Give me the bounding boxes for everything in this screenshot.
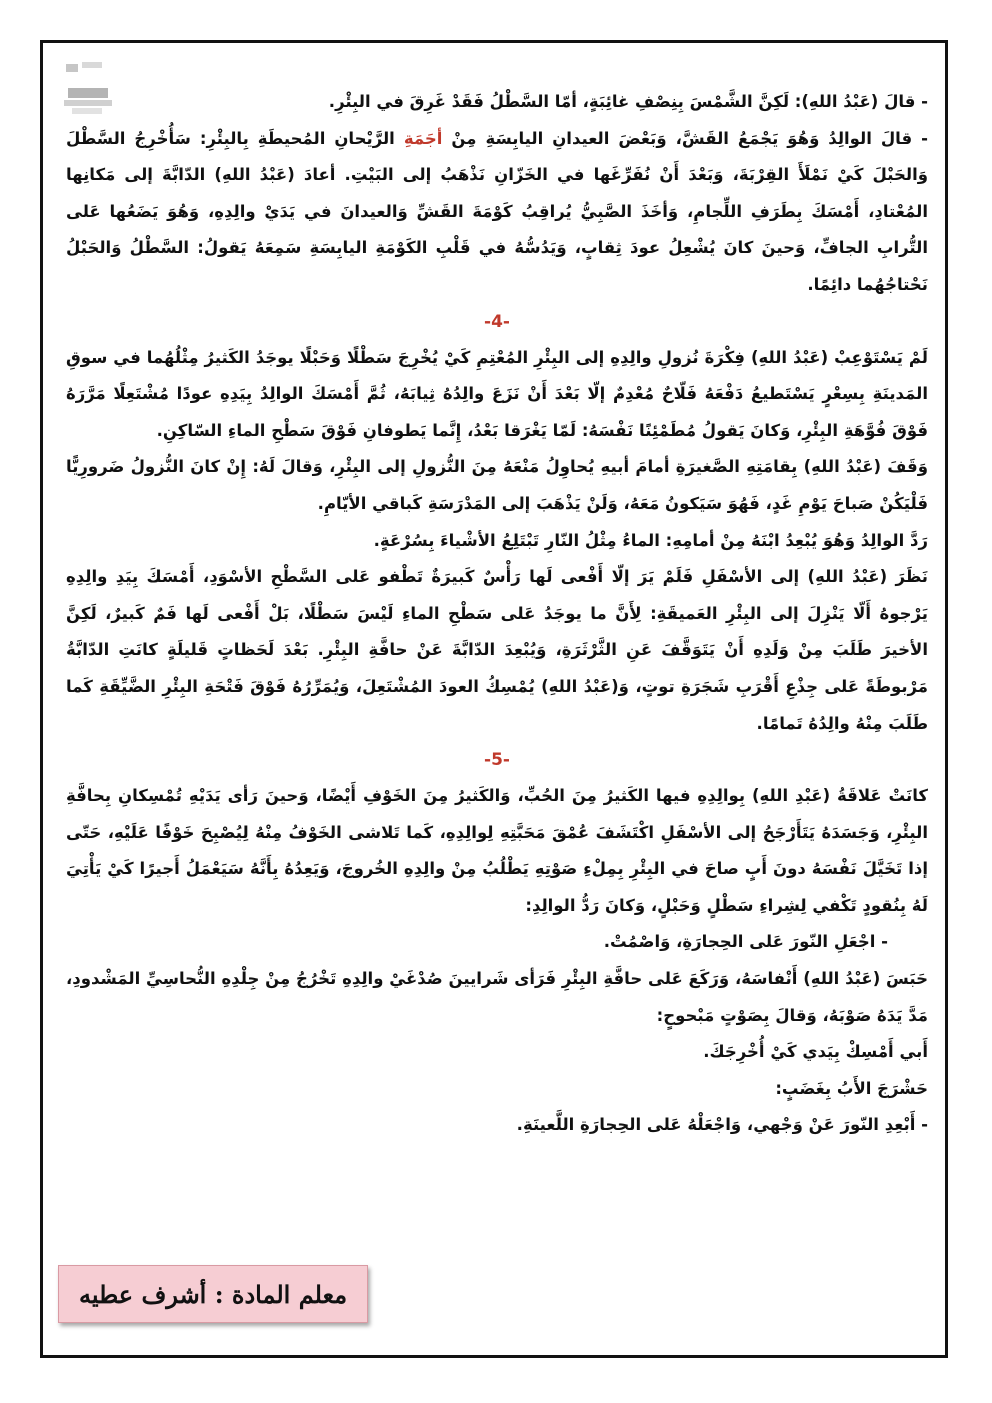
paragraph: - قالَ (عَبْدُ اللهِ): لَكِنَّ الشَّمْسَ بِنِصْفِ غائِبَةٍ، أمّا السَّطْلُ فَقَدْ غَرِقَ في البِئْرِ. <box>66 84 928 121</box>
highlighted-word: أجَمَةِ <box>403 128 443 148</box>
paragraph: - اجْعَلِ النّورَ عَلى الحِجارَةِ، وَاصْمُتْ. <box>66 924 928 961</box>
paragraph: نَظَرَ (عَبْدُ اللهِ) إلى الأسْفَلِ فَلَمْ يَرَ إلّا أَفْعى لَها رَأْسٌ كَبيرَةٌ تَطْفو عَلى السَّطْحِ الأسْوَدِ، أَمْسَكَ بِيَدِ والِدِهِ يَرْجوهُ أَلّا يَنْزِلَ إلى البِئْرِ العَميقَةِ: لِأَنَّ ما يوجَدُ عَلى سَطْحِ الماءِ لَيْسَ سَطْلًا، بَلْ أَفْعى لَها فَمٌ كَبيرٌ، لَكِنَّ الأخيرَ طَلَبَ مِنْ وَلَدِهِ أَنْ يَتَوَقَّفَ عَنِ الثَّرْثَرَةِ، وَيُبْعِدَ الدّابَّةَ عَنْ حافَّةِ البِئْرِ. بَعْدَ لَحَظاتٍ قَليلَةٍ كانَتِ الدّابَّةُ مَرْبوطَةً عَلى جِذْعِ أَقْرَبِ شَجَرَةِ توتٍ، وَ(عَبْدُ اللهِ) يُمْسِكُ العودَ المُشْتَعِلَ، وَيُمَرِّرُهُ فَوْقَ فَتْحَةِ البِئْرِ الضَّيِّقَةِ كَما طَلَبَ مِنْهُ والِدُهُ تَمامًا. <box>66 567 928 733</box>
paragraph: حَشْرَجَ الأَبُ بِغَضَبٍ: <box>775 1078 928 1098</box>
paragraph: لَمْ يَسْتَوْعِبْ (عَبْدُ اللهِ) فِكْرَةَ نُزولِ والِدِهِ إلى البِئْرِ المُعْتِمِ كَيْ يُخْرِجَ سَطْلًا وَحَبْلًا يوجَدُ الكَثيرُ مِثْلُهُما في سوقِ المَدينَةِ بِسِعْرٍ يَسْتَطيعُ دَفْعَهُ فَلّاحٌ مُعْدِمٌ إلّا بَعْدَ أَنْ نَزَعَ والِدُهُ ثِيابَهُ، ثُمَّ أَمْسَكَ الوالِدُ بِيَدِهِ عودًا مُشْتَعِلًا مَرَّرَهُ فَوْقَ فُوَّهَةِ البِئْرِ، وَكانَ يَقولُ مُطَمْئِنًا نَفْسَهُ: لَمّا يَغْرَقا بَعْدُ، إِنَّما يَطوفانِ فَوْقَ سَطْحِ الماءِ السّاكِنِ. <box>66 347 928 440</box>
paragraph: - قالَ الوالِدُ وَهُوَ يَجْمَعُ القَشَّ، وَبَعْضَ العيدانِ اليابِسَةِ مِنْ أجَمَةِ الرَّيْحانِ المُحيطَةِ بِالبِئْرِ: سَأُخْرِجُ السَّطْلَ وَالحَبْلَ كَيْ نَمْلَأَ القِرْبَةَ، وَبَعْدَ أَنْ نُفَرِّغَها في الخَزّانِ نَذْهَبُ إلى البَيْتِ. أعادَ (عَبْدُ اللهِ) الدّابَّةَ إلى مَكانِها المُعْتادِ، أَمْسَكَ بِطَرَفِ اللِّجامِ، وَأخَذَ الصَّبِيُّ يُراقِبُ كَوْمَةَ القَشِّ وَالعيدانَ في يَدَيْ والِدِهِ، وَهُوَ يَضَعُها عَلى التُّرابِ الجافِّ، وَحينَ كانَ يُشْعِلُ عودَ ثِقابٍ، وَيَدُسُّهُ في قَلْبِ الكَوْمَةِ اليابِسَةِ سَمِعَهُ يَقولُ: السَّطْلُ وَالحَبْلُ نَحْتاجُهُما دائِمًا. <box>66 121 928 304</box>
story-text <box>66 84 928 1144</box>
paragraph: أَبي أَمْسِكْ بِيَدي كَيْ أُخْرِجَكَ. <box>703 1042 928 1062</box>
paragraph: - أَبْعِدِ النّورَ عَنْ وَجْهي، وَاجْعَلْهُ عَلى الحِجارَةِ اللَّعينَةِ. <box>516 1115 928 1135</box>
paragraph: حَبَسَ (عَبْدُ اللهِ) أَنْفاسَهُ، وَرَكَعَ عَلى حافَّةِ البِئْرِ فَرَأى شَرايينَ صُدْغَيْ والِدِهِ تَخْرُجُ مِنْ جِلْدِهِ النُّحاسِيِّ المَشْدودِ، مَدَّ يَدَهُ صَوْبَهُ، وَقالَ بِصَوْتٍ مَبْحوحٍ: <box>66 969 928 1025</box>
paragraph: كانَتْ عَلاقَةُ (عَبْدِ اللهِ) بِوالِدِهِ فيها الكَثيرُ مِنَ الحُبِّ، وَالكَثيرُ مِنَ الخَوْفِ أَيْضًا، وَحينَ رَأى يَدَيْهِ تُمْسِكانِ بِحافَّةِ البِئْرِ، وَجَسَدَهُ يَتَأَرْجَحُ إلى الأسْفَلِ اكْتَشَفَ عُمْقَ مَحَبَّتِهِ لِوالِدِهِ، كَما تَلاشى الخَوْفُ مِنْهُ لِيُصْبِحَ خَوْفًا عَلَيْهِ، حَتّى إذا تَخَيَّلَ نَفْسَهُ دونَ أَبٍ صاحَ في البِئْرِ بِمِلْءِ صَوْتِهِ يَطْلُبُ مِنْ والِدِهِ الخُروجَ، وَيَعِدُهُ بِأَنَّهُ سَيَعْمَلُ أَجيرًا كَيْ يَأْتِيَ لَهُ بِنُقودٍ تَكْفي لِشِراءِ سَطْلٍ وَحَبْلٍ، وَكانَ رَدُّ الوالِدِ: <box>66 786 928 915</box>
section-number: -5- <box>484 750 510 771</box>
teacher-name-badge: معلم المادة : أشرف عطيه <box>58 1265 368 1323</box>
paragraph: رَدَّ الوالِدُ وَهُوَ يُبْعِدُ ابْنَهُ مِنْ أمامِهِ: الماءُ مِثْلُ النّارِ تَبْتَلِعُ الأشْياءَ بِسُرْعَةٍ. <box>373 530 928 550</box>
section-number: -4- <box>484 311 510 332</box>
paragraph: وَقَفَ (عَبْدُ اللهِ) بِقامَتِهِ الصَّغيرَةِ أمامَ أبيهِ يُحاوِلُ مَنْعَهُ مِنَ النُّزولِ إلى البِئْرِ، وَقالَ لَهُ: إِنْ كانَ النُّزولُ ضَرورِيًّا فَلْيَكُنْ صَباحَ يَوْمِ غَدٍ، فَهُوَ سَيَكونُ مَعَهُ، وَلَنْ يَذْهَبَ إلى المَدْرَسَةِ كَباقي الأيّامِ. <box>66 457 928 513</box>
